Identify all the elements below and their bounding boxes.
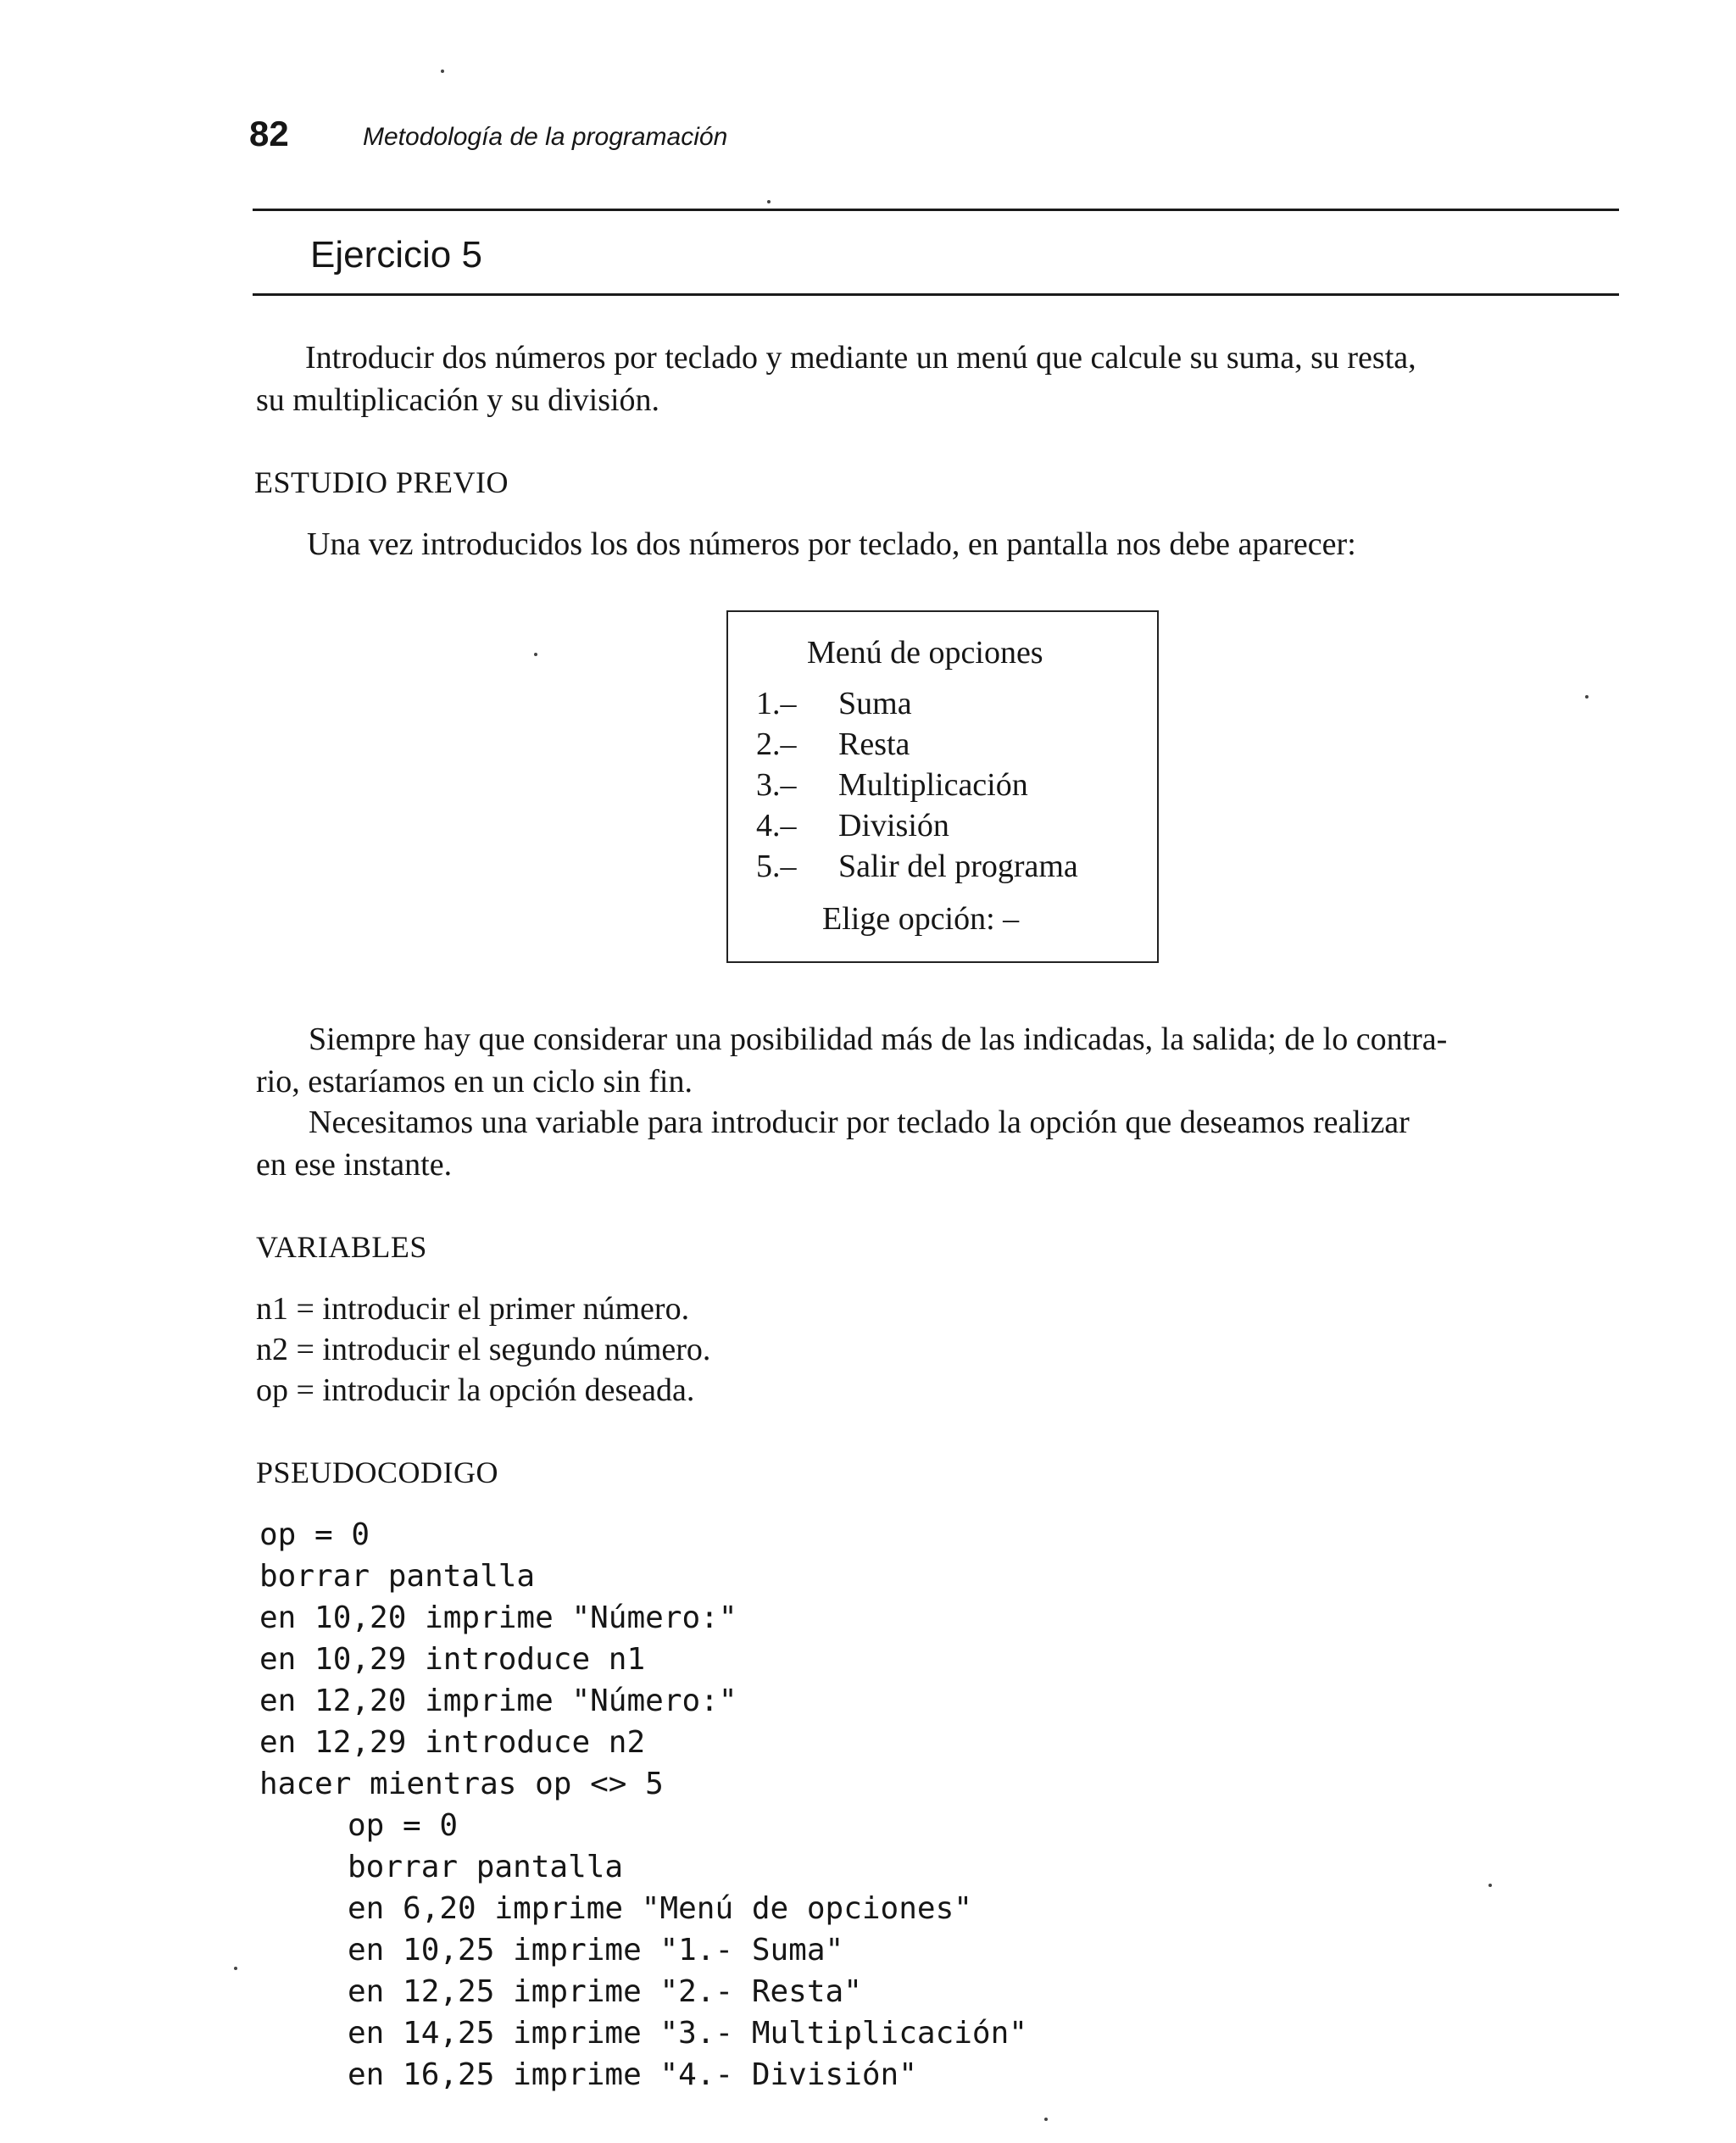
code-line: op = 0: [259, 1517, 370, 1552]
code-line: en 16,25 imprime "4.- División": [348, 2057, 917, 2092]
menu-prompt: Elige opción: –: [822, 901, 1020, 937]
code-line: en 10,25 imprime "1.- Suma": [348, 1933, 844, 1968]
explanation-p2-line-1: Necesitamos una variable para introducir por teclado la opción que deseamos realizar: [309, 1105, 1410, 1140]
code-line: en 14,25 imprime "3.- Multiplicación": [348, 2016, 1027, 2051]
menu-option-number: 4.–: [756, 808, 797, 843]
variable-item: op = introducir la opción deseada.: [256, 1372, 695, 1408]
scan-speck: [1585, 695, 1589, 699]
variable-item: n2 = introducir el segundo número.: [256, 1332, 711, 1367]
scan-speck: [1488, 1884, 1492, 1887]
menu-option-number: 2.–: [756, 726, 797, 762]
code-line: en 12,29 introduce n2: [259, 1725, 646, 1760]
scan-speck: [534, 653, 537, 656]
code-line: hacer mientras op <> 5: [259, 1767, 664, 1801]
exercise-title: Ejercicio 5: [310, 234, 482, 276]
menu-option-label: Salir del programa: [838, 849, 1078, 884]
code-line: en 12,20 imprime "Número:": [259, 1684, 737, 1718]
section-heading-pseudocodigo: PSEUDOCODIGO: [256, 1456, 499, 1489]
section-heading-estudio-previo: ESTUDIO PREVIO: [254, 465, 509, 499]
code-line: en 10,20 imprime "Número:": [259, 1600, 737, 1635]
menu-option-number: 5.–: [756, 849, 797, 884]
statement-line-1: Introducir dos números por teclado y mediante un menú que calcule su suma, su resta,: [305, 340, 1416, 376]
menu-title: Menú de opciones: [807, 635, 1043, 671]
explanation-p2-line-2: en ese instante.: [256, 1147, 453, 1183]
estudio-previo-text: Una vez introducidos los dos números por teclado, en pantalla nos debe aparecer:: [307, 526, 1356, 562]
menu-option-label: División: [838, 808, 949, 843]
bottom-rule: [253, 293, 1619, 296]
scan-speck: [234, 1967, 237, 1970]
scan-speck: [1044, 2118, 1048, 2121]
section-heading-variables: VARIABLES: [256, 1230, 427, 1264]
top-rule: [253, 209, 1619, 211]
menu-option-label: Multiplicación: [838, 767, 1028, 803]
code-line: op = 0: [348, 1808, 459, 1843]
running-title: Metodología de la programación: [363, 123, 728, 151]
code-line: en 6,20 imprime "Menú de opciones": [348, 1891, 972, 1926]
code-line: borrar pantalla: [348, 1850, 624, 1884]
menu-option-number: 3.–: [756, 767, 797, 803]
code-line: en 12,25 imprime "2.- Resta": [348, 1974, 862, 2009]
menu-option-label: Suma: [838, 686, 912, 721]
explanation-p1-line-2: rio, estaríamos en un ciclo sin fin.: [256, 1064, 693, 1099]
code-line: borrar pantalla: [259, 1559, 536, 1594]
explanation-p1-line-1: Siempre hay que considerar una posibilidad más de las indicadas, la salida; de lo contra-: [309, 1021, 1448, 1057]
menu-box: [726, 610, 1159, 963]
scan-speck: [441, 70, 444, 73]
scan-speck: [767, 200, 771, 203]
statement-line-2: su multiplicación y su división.: [256, 382, 660, 418]
page-number: 82: [249, 114, 289, 153]
variable-item: n1 = introducir el primer número.: [256, 1291, 690, 1327]
menu-option-label: Resta: [838, 726, 910, 762]
menu-option-number: 1.–: [756, 686, 797, 721]
code-line: en 10,29 introduce n1: [259, 1642, 646, 1677]
